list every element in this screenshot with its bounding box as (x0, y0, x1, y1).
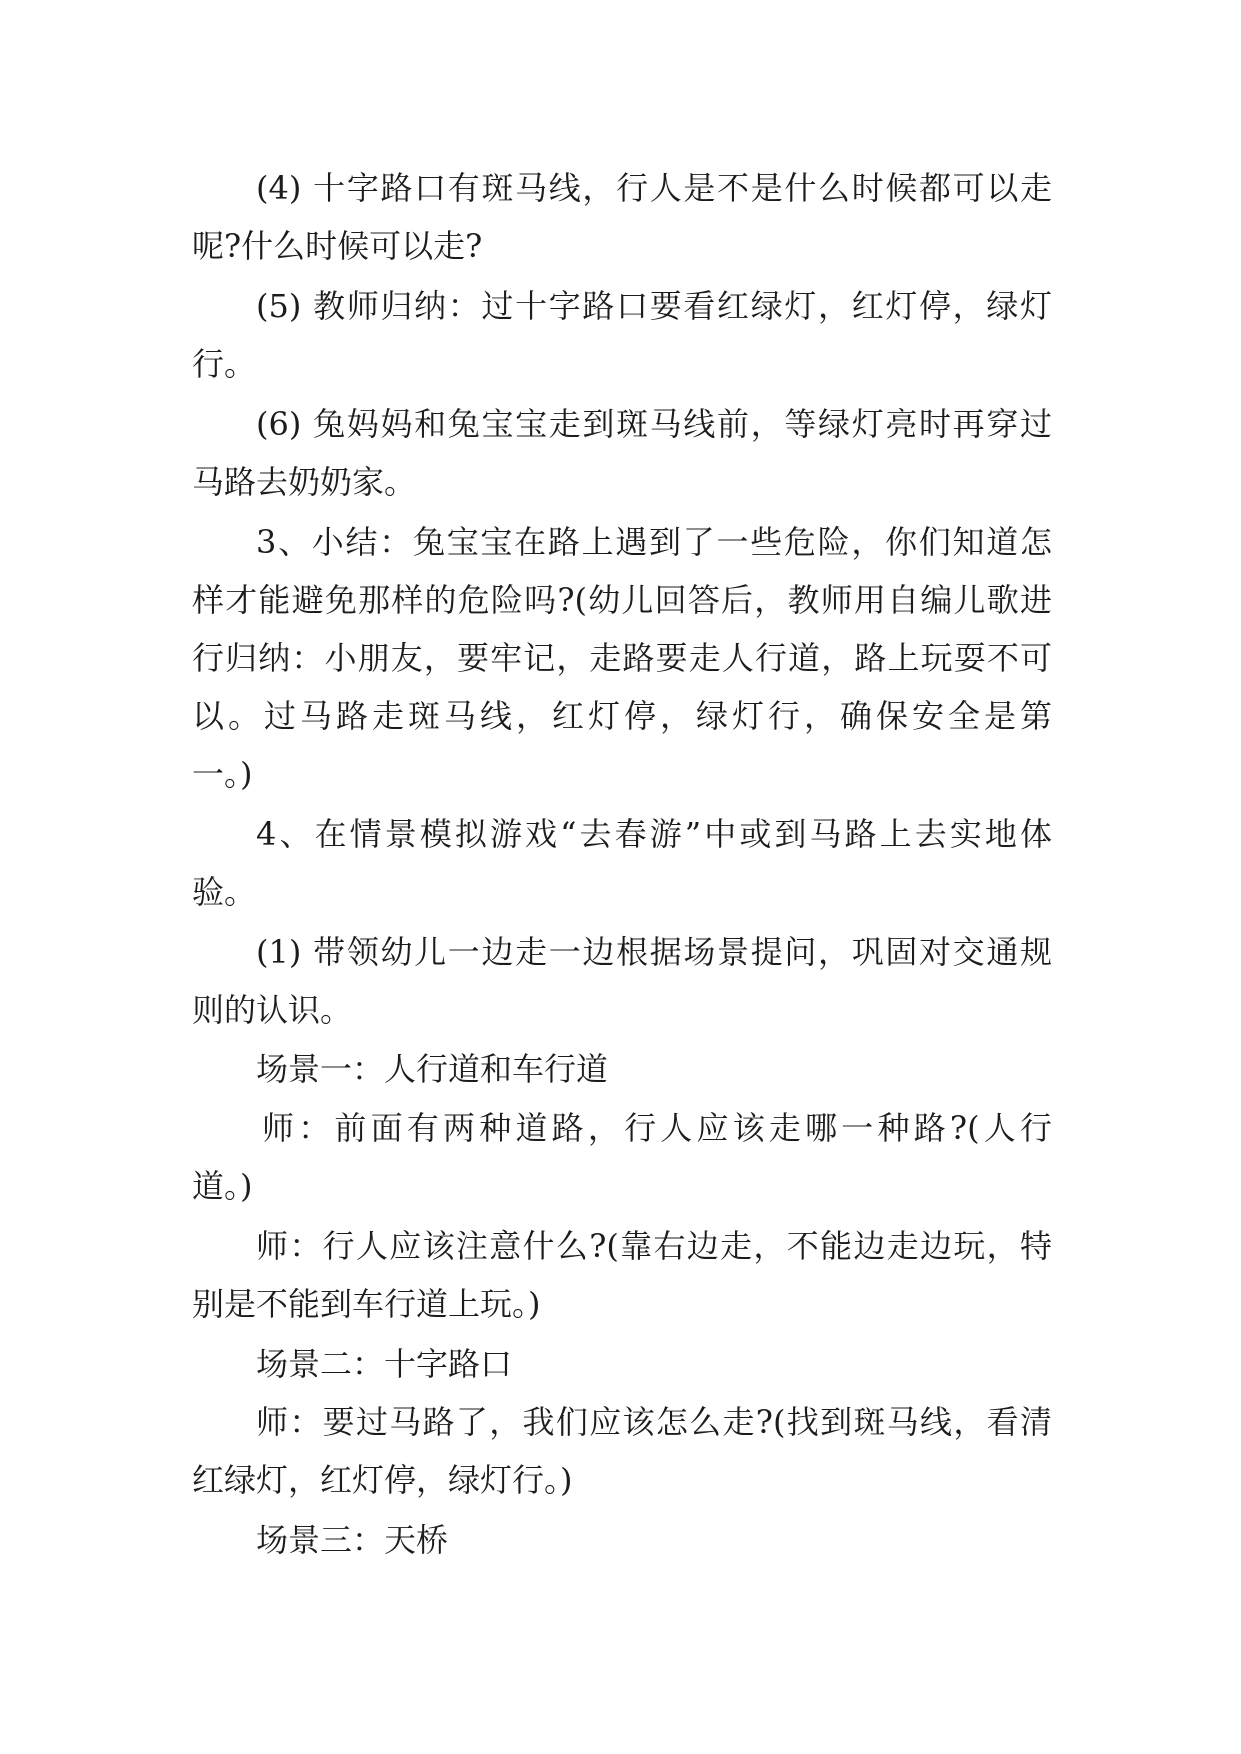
text-line: 呢?什么时候可以走? (192, 227, 483, 265)
text-line: 道。) (192, 1167, 253, 1205)
text-line: 马路去奶奶家。 (192, 463, 417, 501)
text-line: (5) 教师归纳：过十字路口要看红绿灯，红灯停，绿灯 (256, 287, 1052, 325)
text-line: 则的认识。 (192, 991, 353, 1029)
text-line: 3、小结：兔宝宝在路上遇到了一些危险，你们知道怎 (256, 523, 1052, 561)
text-line: 行。 (192, 345, 257, 383)
text-line: 行归纳：小朋友，要牢记，走路要走人行道，路上玩耍不可 (192, 639, 1052, 677)
text-line: 师：要过马路了，我们应该怎么走?(找到斑马线，看清 (256, 1403, 1052, 1441)
text-line: 场景三：天桥 (256, 1521, 449, 1559)
text-line: 师：行人应该注意什么?(靠右边走，不能边走边玩，特 (256, 1227, 1052, 1265)
text-line: 红绿灯，红灯停，绿灯行。) (192, 1461, 573, 1499)
text-line: 以。过马路走斑马线，红灯停，绿灯行，确保安全是第 (192, 697, 1052, 735)
text-line: 4、在情景模拟游戏“去春游”中或到马路上去实地体 (256, 815, 1052, 853)
text-line: 场景二：十字路口 (256, 1345, 513, 1383)
text-line: 别是不能到车行道上玩。) (192, 1285, 541, 1323)
text-line: (4) 十字路口有斑马线，行人是不是什么时候都可以走 (256, 169, 1052, 207)
text-line: 场景一：人行道和车行道 (256, 1050, 609, 1088)
text-line: 样才能避免那样的危险吗?(幼儿回答后，教师用自编儿歌进 (192, 581, 1052, 619)
text-line: 一。) (192, 755, 253, 793)
text-line: 验。 (192, 873, 257, 911)
text-line: (1) 带领幼儿一边走一边根据场景提问，巩固对交通规 (256, 933, 1052, 971)
text-line: (6) 兔妈妈和兔宝宝走到斑马线前，等绿灯亮时再穿过 (256, 405, 1052, 443)
text-line: 师：前面有两种道路，行人应该走哪一种路?(人行 (262, 1109, 1052, 1147)
